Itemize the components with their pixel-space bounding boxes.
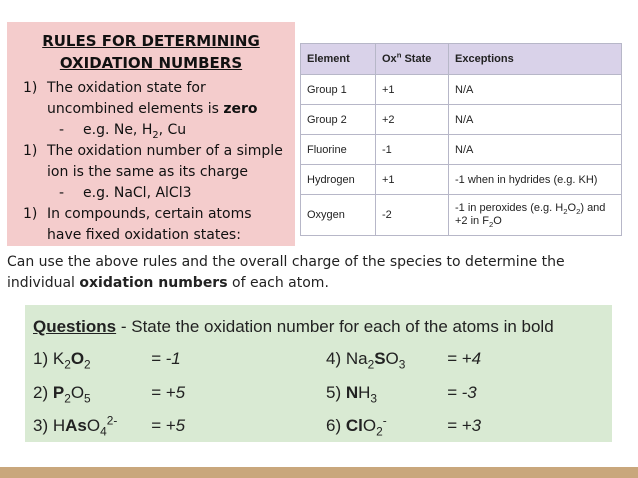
answer-2: = +5 xyxy=(151,383,186,402)
question-6: 6) ClO$_2$- xyxy=(326,413,387,439)
rule-item: 1) The oxidation number of a simple ion is the same as its charge xyxy=(23,143,283,180)
table-header-row xyxy=(301,44,622,75)
question-5: 5) $NH_3$ xyxy=(326,383,378,406)
header-state: Ox$^n$ State xyxy=(376,44,449,75)
question-1: 1) $K_2O_2$ xyxy=(33,349,91,372)
oxidation-states-table xyxy=(300,43,622,236)
rule-item: 1) In compounds, certain atoms have fixed oxidation states: xyxy=(23,206,252,243)
rules-panel: RULES FOR DETERMINING OXIDATION NUMBERS 1) The oxidation state for uncombined elements is zero - e.g. Ne, $H_2$, Cu 1) The oxidation number of a simple ion is the same as its charge - e.g. NaCl, AlCl3 1) In compounds, certain atoms have fixed oxidation states: xyxy=(7,22,295,246)
table-row: Fluorine -1 N/A xyxy=(301,135,622,165)
question-4: 4) $Na_2SO_3$ xyxy=(326,349,406,372)
table-row: Group 2 +2 N/A xyxy=(301,105,622,135)
bottom-bar xyxy=(0,467,638,478)
question-2: 2) $P_2O_5$ xyxy=(33,383,91,406)
answer-3: = +5 xyxy=(151,416,186,435)
header-exceptions: Exceptions xyxy=(449,44,622,75)
table-row: Group 1 +1 N/A xyxy=(301,75,622,105)
table-row: Oxygen -2 -1 in peroxides (e.g. $H_2O_2$) and +2 in $F_2O$ xyxy=(301,195,622,236)
caption-text: Can use the above rules and the overall charge of the species to determine the individual oxidation numbers of each atom. xyxy=(7,254,565,291)
header-element: Element xyxy=(301,44,376,75)
rule-item: 1) The oxidation state for uncombined elements is zero xyxy=(23,80,258,117)
answer-5: = -3 xyxy=(447,383,477,402)
answer-4: = +4 xyxy=(447,349,482,368)
answer-1: = -1 xyxy=(151,349,181,368)
questions-header: Questions - State the oxidation number for each of the atoms in bold xyxy=(33,317,554,336)
answer-6: = +3 xyxy=(447,416,482,435)
rules-title: RULES FOR DETERMINING OXIDATION NUMBERS xyxy=(42,32,260,72)
question-3: 3) HAsO$_4^{2-}$ xyxy=(33,413,118,439)
questions-panel xyxy=(25,305,612,442)
table-row: Hydrogen +1 -1 when in hydrides (e.g. KH) xyxy=(301,165,622,195)
